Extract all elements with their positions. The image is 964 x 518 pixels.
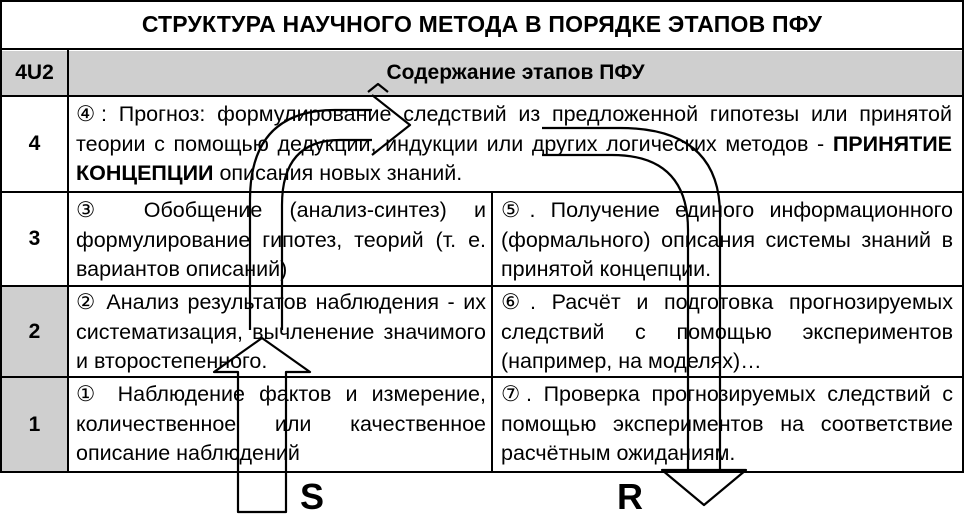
grid-line-row3 xyxy=(0,285,964,287)
row-4-content xyxy=(76,100,952,190)
row-num-3: 3 xyxy=(28,227,41,250)
header-num-col: 4U2 xyxy=(2,51,67,95)
row-num-1: 1 xyxy=(2,378,67,471)
row-num-4: 4 xyxy=(28,132,41,155)
arrow-label-r: R xyxy=(617,476,643,517)
grid-line-header xyxy=(0,95,964,97)
row-4-text-after: описания новых знаний. xyxy=(213,161,463,185)
page-title: СТРУКТУРА НАУЧНОГО МЕТОДА В ПОРЯДКЕ ЭТАПОВ ПФУ xyxy=(141,11,823,37)
row-num-2: 2 xyxy=(2,287,67,376)
grid-line-middle xyxy=(491,191,493,473)
row-4-text-before: ④: Прогноз: формулирование следствий из предложенной гипотезы или принятой теории с помощью дедукции, индукции или других логических методов - xyxy=(76,102,952,156)
row-2-right: ⑥. Расчёт и подготовка прогнозируемых следствий с помощью экспериментов (например, на моделях)… xyxy=(501,290,953,373)
row-3-left: ③ Обобщение (анализ-синтез) и формулирование гипотез, теорий (т. е. вариантов описаний) xyxy=(76,198,486,281)
grid-line-row2 xyxy=(0,376,964,378)
arrow-label-s: S xyxy=(300,476,325,517)
row-4-text-bold: ПРИНЯТИЕ КОНЦЕПЦИИ xyxy=(76,131,952,185)
header-content-col: Содержание этапов ПФУ xyxy=(69,51,962,95)
grid-line-row4 xyxy=(0,191,964,193)
title-left-border xyxy=(0,0,2,50)
row-2-left: ② Анализ результатов наблюдения - их систематизация, вычленение значимого и второстепенного. xyxy=(76,290,486,373)
grid-line-numcol xyxy=(67,48,69,473)
row-3-right: ⑤. Получение единого информационного (формального) описания системы знаний в принятой концепции. xyxy=(501,198,953,281)
row-1-right: ⑦. Проверка прогнозируемых следствий с помощью экспериментов на соответствие расчётным ожиданиям. xyxy=(501,382,953,465)
title-divider xyxy=(0,0,964,2)
row-1-left: ① Наблюдение фактов и измерение, количественное или качественное описание наблюдений xyxy=(76,382,486,465)
